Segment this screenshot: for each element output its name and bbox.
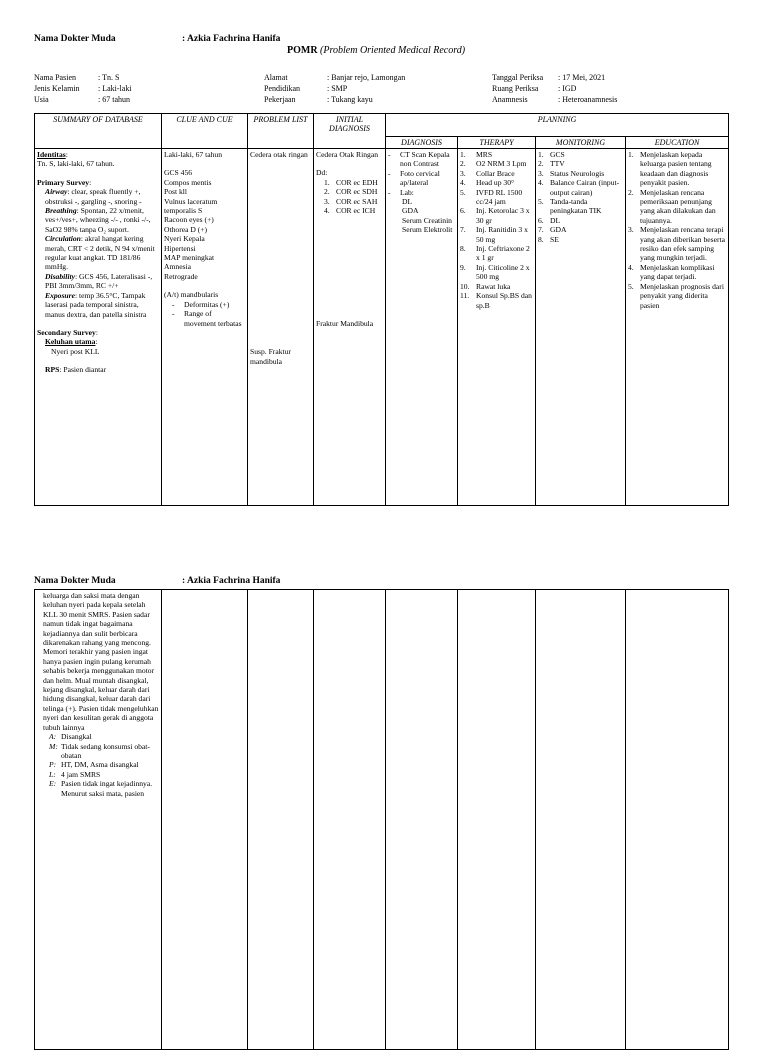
patient-info-col3	[492, 72, 617, 105]
doctor-name: : Azkia Fachrina Hanifa	[182, 34, 281, 44]
field-label: Alamat	[264, 73, 288, 82]
education-item: Menjelaskan komplikasi yang dapat terjadi.	[640, 262, 715, 282]
sample-l-text: 4 jam SMRS	[61, 769, 101, 779]
field-label: Tanggal Periksa	[492, 73, 544, 82]
col-header-education: EDUCATION	[626, 137, 729, 149]
initial-diagnosis-item: Fraktur Mandibula	[316, 319, 374, 329]
clue-line: Nyeri Kepala	[164, 234, 205, 244]
lab-item: DL	[402, 197, 413, 207]
education-item: Menjelaskan rencana terapi yang akan diberikan beserta resiko dan efek samping yang mungkin terjadi.	[640, 225, 725, 263]
lab-item: GDA	[402, 206, 419, 216]
col-header-initial: INITIAL DIAGNOSIS	[314, 114, 386, 149]
therapy-cell: 1. MRS 2. O2 NRM 3 Lpm 3. Collar Brace 4. Head up 30° 5. IVFD RL 1500 cc/24 jam 6. Inj. Ketorolac 3 x 30 gr 7. Inj. Ranitidin 3 x 50 mg 8. Inj. Ceftriaxone 2 x 1 gr 9. Inj. Citicoline 2 x 500 mg 10. Rawat luka 11. Konsul Sp.BS dan sp.B	[458, 149, 536, 506]
monitoring-item: Balance Cairan (input-output cairan)	[550, 178, 620, 197]
sample-e-label: E:	[49, 779, 57, 789]
circulation-label: Circulation	[45, 234, 81, 244]
col-header-monitoring: MONITORING	[536, 137, 626, 149]
initial-diagnosis-cell: Cedera Otak Ringan Dd: 1. COR ec EDH 2. COR ec SDH 3. COR ec SAH 4. COR ec ICH Fraktur Mandibula	[314, 149, 386, 506]
dd-item: COR ec SDH	[336, 187, 378, 197]
patient-info-col1	[34, 72, 132, 105]
empty-cell	[536, 590, 626, 1050]
disability-text: : GCS 456, Lateralisasi -, PBI 3mm/3mm, RC +/+	[45, 271, 153, 291]
monitoring-item: GDA	[550, 225, 567, 235]
pomr-table-continued	[34, 589, 729, 1050]
diagnosis-item: CT Scan Kepala non Contrast	[400, 150, 450, 169]
diagnosis-item: Foto cervical ap/lateral	[400, 168, 440, 188]
clue-subitem: Range of movement terbatas	[184, 309, 242, 328]
sample-l-label: L:	[49, 769, 56, 779]
exposure-text: : temp 36.5°C, Tampak laserasi pada temporal sinistra, manus dextra, dan patella sinistra	[45, 290, 147, 319]
title-bold: POMR	[287, 45, 318, 56]
diagnosis-plan-cell: - CT Scan Kepala non Contrast - Foto cervical ap/lateral - Lab: DL GDA Serum Creatinin Serum Elektrolit	[386, 149, 458, 506]
document-title	[287, 45, 465, 56]
therapy-item: Rawat luka	[476, 281, 511, 291]
field-value: : Banjar rejo, Lamongan	[327, 73, 406, 82]
empty-cell	[162, 590, 248, 1050]
diagnosis-item: Lab:	[400, 187, 414, 197]
identitas-text: Tn. S, laki-laki, 67 tahun.	[37, 159, 115, 169]
col-header-diagnosis: DIAGNOSIS	[386, 137, 458, 149]
sample-m-label: M:	[49, 741, 58, 751]
field-label: Jenis Kelamin	[34, 84, 80, 93]
secondary-survey-label: Secondary Survey	[37, 327, 96, 337]
therapy-item: Konsul Sp.BS dan sp.B	[476, 291, 532, 310]
rps-label: RPS	[45, 365, 60, 375]
problem-item: Cedera otak ringan	[250, 150, 308, 159]
sample-p-text: HT, DM, Asma disangkal	[61, 760, 139, 770]
dd-item: COR ec ICH	[336, 206, 376, 216]
education-item: Menjelaskan rencana pemeriksaan penunjang yang akan dilakukan dan tujuannya.	[640, 187, 716, 225]
sample-a-text: Disangkal	[61, 732, 92, 742]
keluhan-label: Keluhan utama	[45, 337, 96, 347]
field-value: : IGD	[558, 84, 577, 93]
empty-cell	[386, 590, 458, 1050]
therapy-item: IVFD RL 1500 cc/24 jam	[476, 187, 523, 207]
breathing-text: : Spontan, 22 x/menit, ves+/ves+, wheezing -/- , ronki -/-, SaO2 98% tanpa O₂ suport.	[45, 206, 151, 234]
clue-line: Vulnus laceratum temporalis S	[164, 196, 218, 216]
disability-label: Disability	[45, 271, 75, 281]
field-label: Anamnesis	[492, 95, 528, 104]
clue-line: Post kll	[164, 187, 188, 197]
sample-e-text: Pasien tidak ingat kejadinnya. Menurut saksi mata, pasien	[61, 779, 153, 798]
clue-line: Amnesia	[164, 262, 191, 272]
pomr-table	[34, 113, 729, 506]
monitoring-item: SE	[550, 234, 559, 244]
field-label: Pendidikan	[264, 84, 300, 93]
therapy-item: Inj. Citicoline 2 x 500 mg	[476, 262, 530, 282]
therapy-item: Head up 30°	[476, 178, 515, 188]
patient-info-col2	[264, 72, 405, 105]
lab-item: Serum Elektrolit	[402, 225, 453, 235]
field-value: : Tn. S	[98, 73, 120, 82]
clue-line: Laki-laki, 67 tahun	[164, 150, 222, 159]
field-value: : Laki-laki	[98, 84, 132, 93]
doctor-label: Nama Dokter Muda	[34, 34, 116, 44]
education-item: Menjelaskan prognosis dari penyakit yang diderita pasien	[640, 281, 724, 310]
monitoring-item: TTV	[550, 159, 565, 169]
monitoring-item: Status Neurologis	[550, 168, 605, 178]
col-header-therapy: THERAPY	[458, 137, 536, 149]
clue-line: Compos mentis	[164, 177, 212, 187]
empty-cell	[248, 590, 314, 1050]
field-value: : 17 Mei, 2021	[558, 73, 606, 82]
keluhan-text: Nyeri post KLL	[51, 346, 100, 356]
empty-cell	[626, 590, 729, 1050]
therapy-item: Inj. Ketorolac 3 x 30 gr	[476, 206, 530, 225]
col-header-problem: PROBLEM LIST	[248, 114, 314, 149]
rps-continued-text: keluarga dan saksi mata dengan keluhan nyeri pada kepala setelah KLL 30 menit SMRS. Pasien sadar namun tidak ingat bagaimana kejadiannya dan sulit berbicara dikarenakan rahang yang mencong. Memori terakhir yang pasien ingat hanya pasien ingin pulang kerumah sehabis bekerja menggunakan motor dan helm. Mual muntah disangkal, kejang disangkal, keluar darah dari hidung disangkal, keluar darah dari telinga (+). Pasien tidak mengeluhkan nyeri dan kesulitan gerak di anggota tubuh lainnya	[43, 591, 159, 732]
problem-cell	[248, 149, 314, 506]
circulation-text: : akral hangat kering merah, CRT < 2 detik, N 94 x/menit regular kuat angkat. TD 181/86 mmHg.	[45, 234, 155, 272]
field-value: : SMP	[327, 84, 348, 93]
breathing-label: Breathing	[45, 206, 77, 216]
monitoring-cell: 1. GCS 2. TTV 3. Status Neurologis 4. Balance Cairan (input-output cairan) 5. Tanda-tanda peningkatan TIK 6. DL 7. GDA 8. SE	[536, 149, 626, 506]
dd-label: Dd:	[316, 168, 328, 178]
primary-survey-label: Primary Survey	[37, 177, 90, 187]
doctor-name-page2: : Azkia Fachrina Hanifa	[182, 576, 281, 586]
dd-item: COR ec SAH	[336, 196, 378, 206]
col-header-clue: CLUE AND CUE	[162, 114, 248, 149]
field-label: Ruang Periksa	[492, 84, 539, 93]
summary-cell: Identitas: Tn. S, laki-laki, 67 tahun. Primary Survey: Airway: clear, speak fluently +, obstruksi -, gargling -, snoring - Breathing: Spontan, 22 x/menit, ves+/ves+, wheezing -/- , ronki -/-, SaO2 98% tanpa O₂ suport. Circulation: akral hangat kering merah, CRT < 2 detik, N 94 x/menit regular kuat angkat. TD 181/86 mmHg. Disability: GCS 456, Lateralisasi -, PBI 3mm/3mm, RC +/+ Exposure: temp 36.5°C, Tampak laserasi pada temporal sinistra, manus dextra, dan patella sinistra Secondary Survey: Keluhan utama: Nyeri post KLL RPS: Pasien diantar	[35, 149, 162, 506]
col-header-summary: SUMMARY OF DATABASE	[35, 114, 162, 149]
therapy-item: MRS	[476, 150, 493, 159]
airway-text: : clear, speak fluently +, obstruksi -, gargling -, snoring -	[45, 187, 142, 206]
sample-m-text: Tidak sedang konsumsi obat-obatan	[61, 741, 150, 760]
lab-item: Serum Creatinin	[402, 215, 452, 225]
clue-line: GCS 456	[164, 168, 193, 178]
col-header-planning: PLANNING	[386, 114, 729, 137]
empty-cell	[314, 590, 386, 1050]
therapy-item: Inj. Ceftriaxone 2 x 1 gr	[476, 244, 530, 263]
field-label: Usia	[34, 95, 49, 104]
education-item: Menjelaskan kepada keluarga pasien tentang keadaan dan diagnosis penyakit pasien.	[640, 150, 712, 188]
field-value: : Heteroanamnesis	[558, 95, 618, 104]
field-value: : Tukang kayu	[327, 95, 373, 104]
clue-line: Hipertensi	[164, 243, 196, 253]
clue-line: MAP meningkat	[164, 253, 215, 263]
summary-continued-cell	[35, 590, 162, 1050]
therapy-item: O2 NRM 3 Lpm	[476, 159, 527, 169]
sample-a-label: A:	[49, 732, 57, 742]
therapy-item: Collar Brace	[476, 168, 515, 178]
clue-subitem: Deformitas (+)	[184, 299, 230, 309]
education-cell: 1. Menjelaskan kepada keluarga pasien tentang keadaan dan diagnosis penyakit pasien. 2. Menjelaskan rencana pemeriksaan penunjang yang akan dilakukan dan tujuannya. 3. Menjelaskan rencana terapi yang akan diberikan beserta resiko dan efek samping yang mungkin terjadi. 4. Menjelaskan komplikasi yang dapat terjadi. 5. Menjelaskan prognosis dari penyakit yang diderita pasien	[626, 149, 729, 506]
field-value: : 67 tahun	[98, 95, 130, 104]
clue-line: Racoon eyes (+)	[164, 215, 214, 225]
title-italic: (Problem Oriented Medical Record)	[320, 45, 466, 56]
rps-text: : Pasien diantar	[59, 365, 107, 375]
initial-diagnosis-item: Cedera Otak Ringan	[316, 150, 378, 159]
doctor-label-page2: Nama Dokter Muda	[34, 576, 116, 586]
airway-label: Airway	[45, 187, 68, 197]
field-label: Nama Pasien	[34, 73, 76, 82]
sample-p-label: P:	[49, 760, 57, 770]
identitas-label: Identitas	[37, 150, 66, 159]
monitoring-item: Tanda-tanda peningkatan TIK	[550, 197, 602, 216]
empty-cell	[458, 590, 536, 1050]
monitoring-item: DL	[550, 215, 561, 225]
problem-item: Susp. Fraktur mandibula	[250, 347, 291, 366]
field-label: Pekerjaan	[264, 95, 296, 104]
clue-mandibularis: (A/t) mandbularis	[164, 290, 219, 300]
exposure-label: Exposure	[45, 290, 75, 300]
monitoring-item: GCS	[550, 150, 565, 159]
dd-item: COR ec EDH	[336, 177, 378, 187]
clue-line: Othorea D (+)	[164, 224, 208, 234]
clue-cell: Laki-laki, 67 tahun GCS 456 Compos mentis Post kll Vulnus laceratum temporalis S Racoon eyes (+) Othorea D (+) Nyeri Kepala Hipertensi MAP meningkat Amnesia Retrograde (A/t) mandbularis - Deformitas (+) - Range of movement terbatas	[162, 149, 248, 506]
clue-line: Retrograde	[164, 271, 198, 281]
therapy-item: Inj. Ranitidin 3 x 50 mg	[476, 225, 528, 244]
